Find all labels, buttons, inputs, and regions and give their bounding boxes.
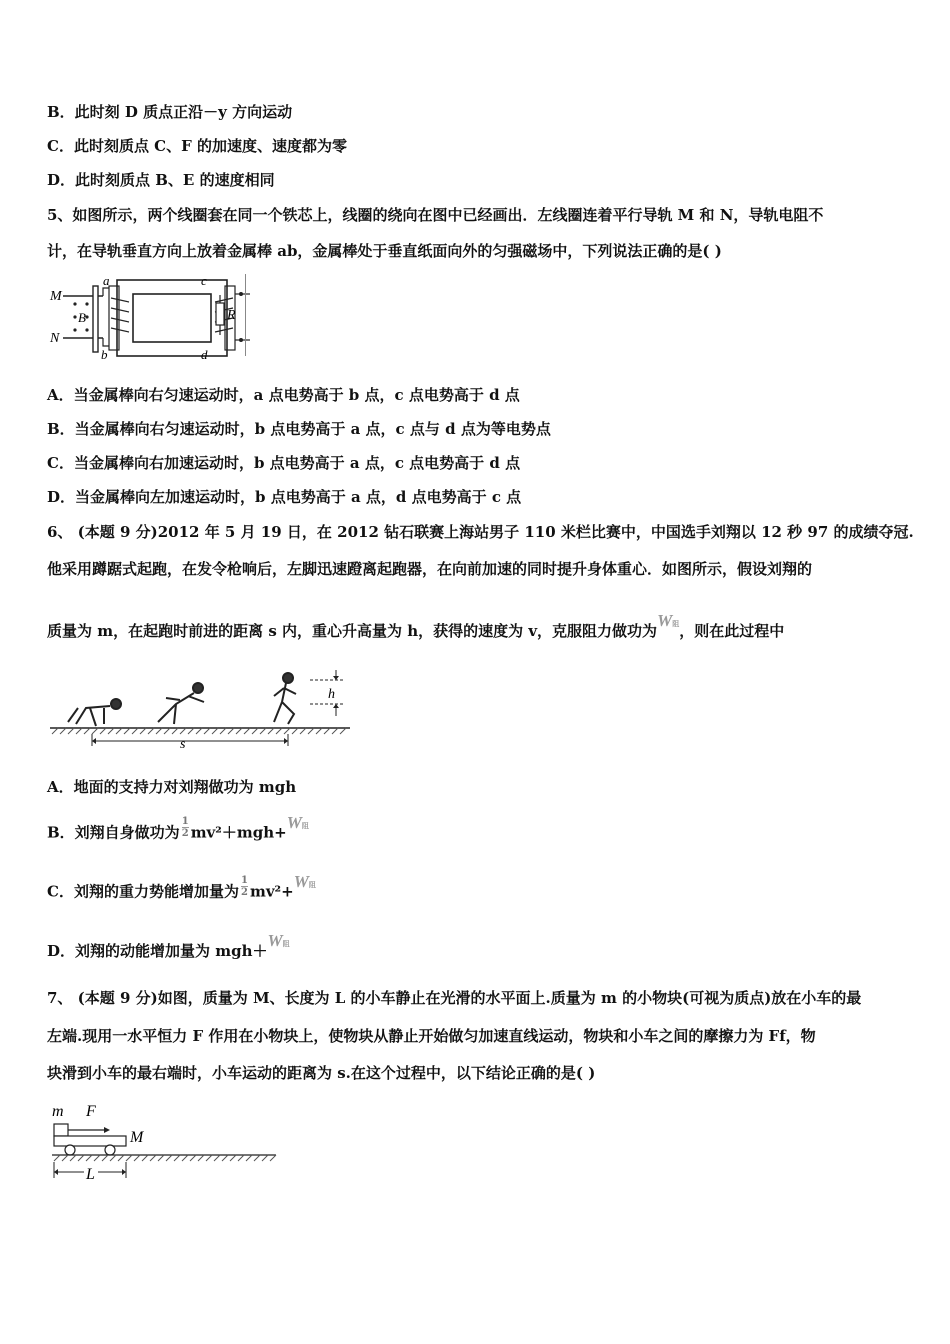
q6-stem-line2: 他采用蹲踞式起跑，在发令枪响后，左脚迅速蹬离起跑器，在向前加速的同时提升身体重心．如图所示，假设刘翔的 [47,560,813,578]
q6-option-d: D．刘翔的动能增加量为 mgh＋W阻 [47,931,290,960]
q7-stem-line3: 块滑到小车的最右端时，小车运动的距离为 s.在这个过程中，以下结论正确的是( ) [47,1064,596,1082]
q5-option-a: A．当金属棒向右匀速运动时，a 点电势高于 b 点，c 点电势高于 d 点 [47,386,520,404]
q5-resistor-body [214,295,242,335]
q4-option-d: D．此时刻质点 B、E 的速度相同 [47,171,275,189]
q5-label-b: b [101,347,108,362]
q6-label-s: s [180,737,186,750]
q4-option-c: C．此时刻质点 C、F 的加速度、速度都为零 [47,137,347,155]
q6-stem-line1: 6、 (本题 9 分)2012 年 5 月 19 日，在 2012 钻石联赛上海站男子 110 米栏比赛中，中国选手刘翔以 12 秒 97 的成绩夺冠. [47,523,914,541]
q7-label-length: L [86,1166,95,1182]
q6-option-b-work-symbol: W阻 [286,812,309,832]
q5-label-r: R [227,308,236,323]
q6-stem-line3b: ，则在此过程中 [679,622,785,640]
q5-label-c: c [201,273,207,288]
q6-option-c: C．刘翔的重力势能增加量为 $\frac{1}{2}$ mv²+W阻 [47,871,316,901]
q6-option-a: A．地面的支持力对刘翔做功为 mgh [47,778,297,796]
q5-stem-line1: 5、如图所示，两个线圈套在同一个铁芯上，线圈的绕向在图中已经画出．左线圈连着平行导轨 M 和 N，导轨电阻不 [47,206,824,224]
q6-option-b: B．刘翔自身做功为 $\frac{1}{2}$ mv²＋mgh+W阻 [47,812,309,842]
q6-stem-line3a: 质量为 m，在起跑时前进的距离 s 内，重心升高量为 h，获得的速度为 v，克服阻力做功为 [47,622,658,640]
q6-work-symbol: W阻 [657,611,680,630]
q6-option-b-fraction: $\frac{1}{2}$ [181,816,189,839]
q6-option-c-work-symbol: W阻 [293,871,316,891]
q6-option-d-work-symbol: W阻 [267,931,290,950]
q6-stem-line3 [47,611,785,644]
q4-option-b: B．此时刻 D 质点正沿－y 方向运动 [47,103,293,121]
q5-label-n: N [50,331,60,346]
q5-label-field: B [78,310,86,325]
q7-label-cart-mass: M [130,1129,144,1146]
q5-option-b: B．当金属棒向右匀速运动时，b 点电势高于 a 点，c 点与 d 点为等电势点 [47,420,551,438]
q5-label-d: d [201,347,208,362]
q7-stem-line2: 左端.现用一水平恒力 F 作用在小物块上，使物块从静止开始做匀加速直线运动，物块和小车之间的摩擦力为 Ff，物 [47,1027,816,1045]
q7-cart-figure [48,1100,280,1182]
q5-label-a: a [103,273,110,288]
q7-stem-line1: 7、 (本题 9 分)如图，质量为 M、长度为 L 的小车静止在光滑的水平面上.质量为 m 的小物块(可视为质点)放在小车的最 [47,989,862,1007]
q5-stem-line2: 计，在导轨垂直方向上放着金属棒 ab，金属棒处于垂直纸面向外的匀强磁场中，下列说法正确的是( ) [47,242,722,260]
q7-label-f: F [86,1103,96,1120]
q5-resistor-figure [245,272,250,362]
q6-option-c-fraction: $\frac{1}{2}$ [240,875,248,898]
q5-label-m: M [50,289,62,304]
q6-sprint-figure [48,668,354,750]
q6-label-h: h [328,687,335,702]
q5-option-d: D．当金属棒向左加速运动时，b 点电势高于 a 点，d 点电势高于 c 点 [47,488,522,506]
q7-label-m: m [52,1103,64,1120]
q5-option-c: C．当金属棒向右加速运动时，b 点电势高于 a 点，c 点电势高于 d 点 [47,454,521,472]
